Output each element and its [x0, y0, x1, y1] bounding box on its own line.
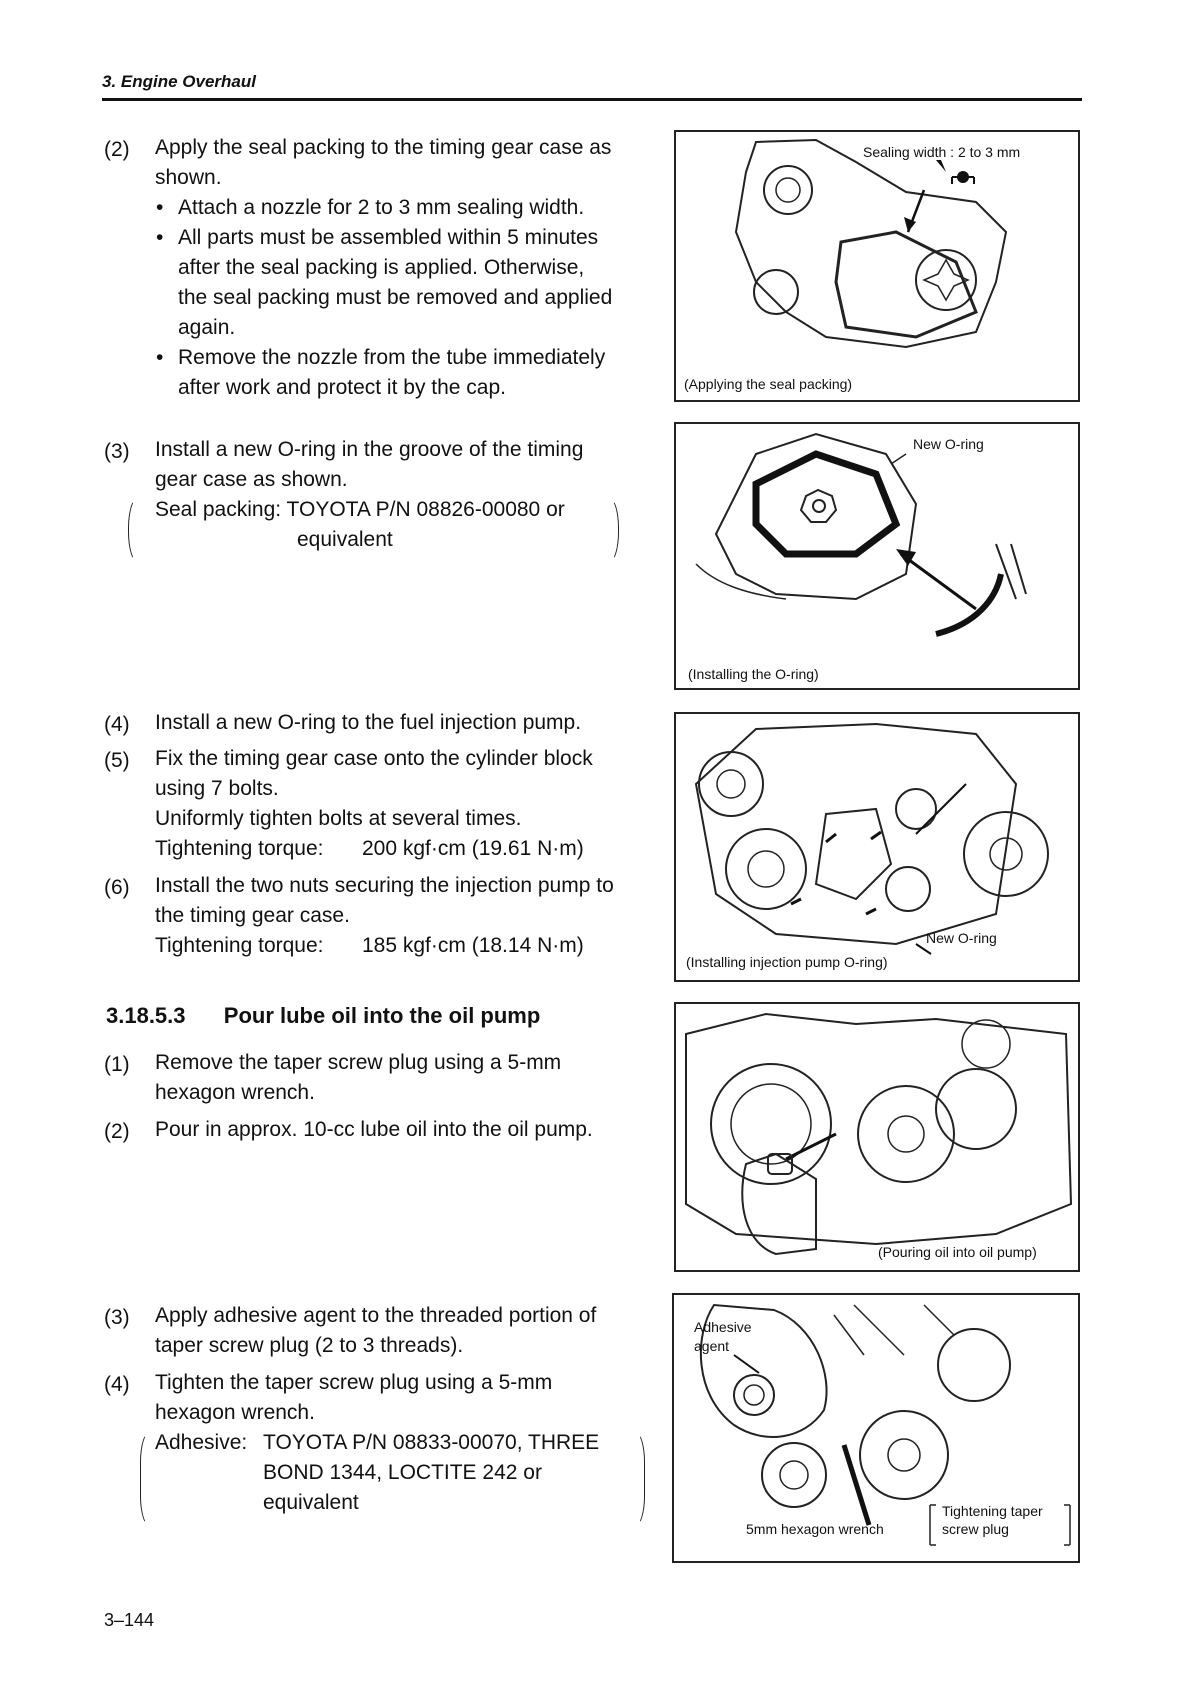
step-line: gear case as shown. — [155, 468, 348, 491]
step-text: Install a new O-ring to the fuel injection pump. — [155, 711, 582, 734]
step-text — [155, 1368, 552, 1428]
seal-packing-illustration — [676, 132, 1078, 400]
step-line: Uniformly tighten bolts at several times. — [155, 807, 522, 830]
step-number: (6) — [104, 876, 130, 899]
section-title: Pour lube oil into the oil pump — [223, 1003, 541, 1028]
wrench-label: 5mm hexagon wrench — [746, 1521, 884, 1537]
step-line: hexagon wrench. — [155, 1081, 315, 1104]
step-line: Install a new O-ring in the groove of the timing — [155, 438, 584, 461]
figure-tightening-plug — [672, 1293, 1080, 1563]
figure-caption: (Applying the seal packing) — [684, 376, 853, 392]
torque-value: 185 kgf·cm (18.14 N·m) — [362, 934, 584, 957]
step-text — [155, 435, 583, 495]
torque-value: 200 kgf·cm (19.61 N·m) — [362, 837, 584, 860]
step-number: (1) — [104, 1053, 130, 1076]
step-line: Apply adhesive agent to the threaded portion of — [155, 1304, 597, 1327]
step-text — [155, 1301, 596, 1361]
step-text: Pour in approx. 10-cc lube oil into the oil pump. — [155, 1118, 593, 1141]
seal-packing-spec-cont: equivalent — [297, 528, 393, 551]
step-line: Remove the taper screw plug using a 5-mm — [155, 1051, 562, 1074]
tightening-label: Tightening taper — [942, 1503, 1043, 1519]
step-line: the timing gear case. — [155, 904, 350, 927]
step-number: (4) — [104, 713, 130, 736]
sealing-width-label: Sealing width : 2 to 3 mm — [863, 144, 1021, 160]
chapter-title: 3. Engine Overhaul — [102, 72, 256, 91]
bullet-line: again. — [178, 316, 236, 339]
step-number: (2) — [104, 138, 130, 161]
step-number: (3) — [104, 1306, 130, 1329]
section-number: 3.18.5.3 — [106, 1003, 186, 1028]
step-number: (3) — [104, 440, 130, 463]
new-o-ring-label: New O-ring — [913, 436, 984, 452]
figure-o-ring — [674, 422, 1080, 690]
step-number: (2) — [104, 1120, 130, 1143]
step-text — [155, 744, 593, 834]
adhesive-line: TOYOTA P/N 08833-00070, THREE — [263, 1431, 600, 1454]
adhesive-line: equivalent — [263, 1491, 359, 1514]
step-line: taper screw plug (2 to 3 threads). — [155, 1334, 464, 1357]
bullet-line: after the seal packing is applied. Otherwise, — [178, 256, 585, 279]
step-line: shown. — [155, 166, 222, 189]
step-text — [155, 1048, 561, 1108]
injection-pump-illustration — [676, 714, 1078, 980]
figure-caption: (Installing injection pump O-ring) — [686, 954, 888, 970]
adhesive-label: Adhesive: — [155, 1431, 248, 1454]
new-o-ring-label: New O-ring — [926, 930, 997, 946]
o-ring-illustration — [676, 424, 1078, 688]
figure-caption: (Pouring oil into oil pump) — [878, 1244, 1037, 1260]
step-line: Tighten the taper screw plug using a 5-mm — [155, 1371, 553, 1394]
spec-bracket-left — [128, 498, 147, 562]
step-number: (4) — [104, 1373, 130, 1396]
step-line: Fix the timing gear case onto the cylinder block — [155, 747, 593, 770]
bullet-line: • Remove the nozzle from the tube immediately — [178, 346, 606, 369]
adhesive-agent-label: Adhesive — [694, 1319, 752, 1335]
adhesive-agent-label-cont: agent — [694, 1338, 730, 1354]
bullet-item — [178, 193, 584, 223]
figure-seal-packing — [674, 130, 1080, 402]
bullet-item — [178, 343, 605, 403]
section-heading — [106, 1003, 540, 1029]
adhesive-line: BOND 1344, LOCTITE 242 or — [263, 1461, 542, 1484]
figure-injection-pump — [674, 712, 1080, 982]
step-line: Apply the seal packing to the timing gear case as — [155, 136, 612, 159]
figure-caption: (Installing the O-ring) — [688, 666, 819, 682]
step-line: using 7 bolts. — [155, 777, 279, 800]
torque-label: Tightening torque: — [155, 837, 324, 860]
step-line: hexagon wrench. — [155, 1401, 315, 1424]
bullet-line: the seal packing must be removed and applied — [178, 286, 613, 309]
step-text — [155, 133, 611, 193]
step-line: Install the two nuts securing the injection pump to — [155, 874, 614, 897]
adhesive-spec — [263, 1428, 599, 1518]
tightening-label-cont: screw plug — [942, 1521, 1009, 1537]
bullet-line: • All parts must be assembled within 5 minutes — [178, 226, 599, 249]
bullet-item — [178, 223, 612, 343]
bullet-line: after work and protect it by the cap. — [178, 376, 507, 399]
figure-pouring-oil — [674, 1002, 1080, 1272]
bullet-line: • Attach a nozzle for 2 to 3 mm sealing width. — [178, 196, 585, 219]
spec-bracket-right — [600, 498, 619, 562]
adhesive-bracket-right — [626, 1432, 645, 1526]
step-number: (5) — [104, 749, 130, 772]
page-number: 3–144 — [104, 1610, 155, 1630]
pouring-oil-illustration — [676, 1004, 1078, 1270]
header-rule — [102, 98, 1082, 101]
seal-packing-spec: Seal packing: TOYOTA P/N 08826-00080 or — [155, 498, 565, 521]
step-text — [155, 871, 614, 931]
torque-label: Tightening torque: — [155, 934, 324, 957]
